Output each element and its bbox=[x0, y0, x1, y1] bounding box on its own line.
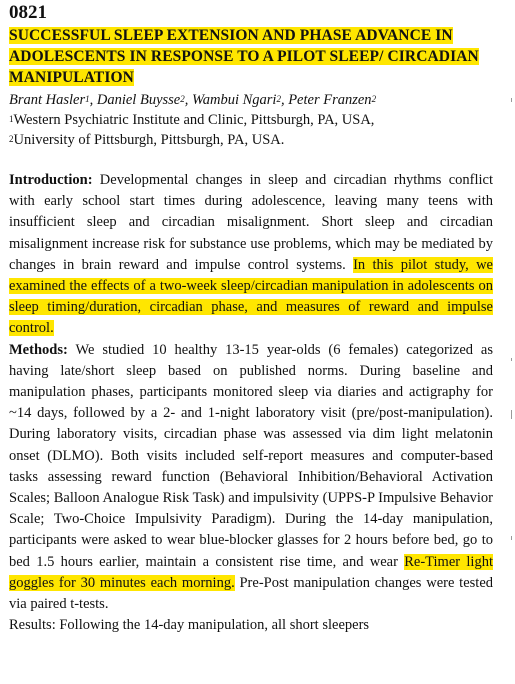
author-affiliation-mark: 1 bbox=[85, 94, 90, 104]
affiliation-text: University of Pittsburgh, Pittsburgh, PA, USA. bbox=[13, 132, 285, 148]
author-name: Peter Franzen bbox=[288, 92, 372, 108]
margin-mark bbox=[511, 358, 512, 361]
author-name: Daniel Buysse bbox=[96, 92, 181, 108]
affiliation-text: Western Psychiatric Institute and Clinic, Pittsburgh, PA, USA, bbox=[13, 112, 375, 128]
introduction-highlight: In this pilot study, we examined the effects of a two-week sleep/circadian manipulation in adolescents on sleep timing/duration, circadian phase, and measures of reward and impulse control. bbox=[9, 256, 493, 337]
methods-text-after: Pre-Post manipulation changes were tested via paired t-tests. bbox=[9, 574, 493, 613]
methods-label: Methods: bbox=[9, 341, 68, 358]
author-name: Wambui Ngari bbox=[191, 92, 277, 108]
methods-text: We studied 10 healthy 13-15 year-olds (6 females) categorized as having late/short sleep based on published norms. During baseline and manipulation phases, participants monitored sleep via diaries and actigraphy for ~14 days, followed by a 2- and 1-night laboratory visit (pre/post-manipulation). During laboratory visits, circadian phase was assessed via dim light melatonin onset (DLMO). Both visits included self-report measures and computer-based tasks assessing reward function (Behavioral Inhibition/Behavioral Activation Scales; Balloon Analogue Risk Task) and impulsivity (UPPS-P Impulsive Behavior Scale; Two-Choice Impulsivity Paradigm). During the 14-day manipulation, participants were asked to wear blue-blocker glasses for 2 hours before bed, go to bed 1.5 hours earlier, maintain a consistent rise time, and wear bbox=[9, 341, 493, 570]
author-name: Brant Hasler bbox=[9, 92, 86, 108]
margin-mark bbox=[511, 536, 512, 540]
methods-paragraph bbox=[9, 340, 493, 616]
introduction-label: Introduction: bbox=[9, 172, 93, 188]
introduction-paragraph bbox=[9, 170, 493, 340]
affiliation-number: 1 bbox=[9, 114, 14, 124]
methods-highlight: Re-Timer light goggles for 30 minutes each morning. bbox=[9, 553, 493, 591]
abstract-title bbox=[9, 25, 493, 88]
author-affiliation-mark: 2 bbox=[371, 94, 377, 104]
abstract-page bbox=[9, 0, 493, 636]
author-list: Brant Hasler$^1$, Daniel Buysse$^2$, Wambui Ngari$^2$, Peter Franzen$^2$ bbox=[9, 92, 377, 108]
author-affiliation-mark: 2 bbox=[276, 94, 281, 104]
abstract-id: 0821 bbox=[9, 2, 47, 23]
title-highlight: SUCCESSFUL SLEEP EXTENSION AND PHASE ADVANCE IN ADOLESCENTS IN RESPONSE TO A PILOT SLEEP/ CIRCADIAN MANIPULATION bbox=[9, 27, 479, 86]
margin-mark bbox=[511, 410, 512, 419]
results-paragraph: Results: Following the 14-day manipulation, all short sleepers bbox=[9, 617, 370, 634]
abstract-body bbox=[9, 170, 493, 636]
affiliation-number: 2 bbox=[9, 134, 14, 144]
author-affiliation-mark: 2 bbox=[180, 94, 185, 104]
affiliation bbox=[9, 130, 493, 150]
introduction-text: Developmental changes in sleep and circadian rhythms conflict with early school start times during adolescence, leaving many teens with insufficient sleep and circadian misalignment. Short sleep and circadian misalignment increase risk for substance use problems, which may be mediated by changes in brain reward and impulse control systems. bbox=[9, 172, 493, 273]
affiliation bbox=[9, 110, 493, 130]
margin-mark bbox=[511, 98, 512, 102]
